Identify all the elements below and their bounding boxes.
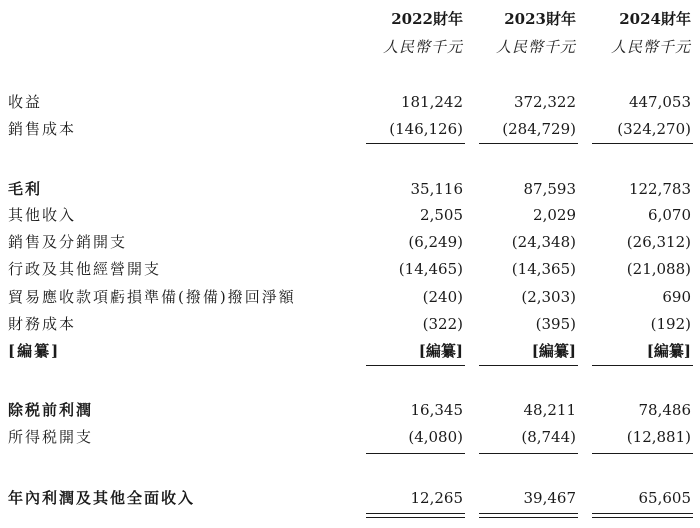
value-2024: 122,783 xyxy=(628,180,691,198)
value-2024: 78,486 xyxy=(638,401,691,419)
total-double-rule xyxy=(366,517,465,518)
row-label: 貿易應收款項虧損準備(撥備)撥回淨額 xyxy=(8,288,296,306)
value-2024: (324,270) xyxy=(617,120,691,138)
value-2023: (284,729) xyxy=(502,120,576,138)
value-2022: 16,345 xyxy=(410,401,463,419)
table-row-impairment xyxy=(0,285,700,309)
value-2024: 65,605 xyxy=(638,489,691,507)
value-2022: (240) xyxy=(422,288,463,306)
subtotal-rule xyxy=(592,453,693,454)
col-unit-2024: 人民幣千元 xyxy=(610,38,691,56)
subtotal-rule xyxy=(366,365,465,366)
value-2024: 447,053 xyxy=(628,93,691,111)
value-2022: [編纂] xyxy=(418,342,463,360)
value-2024: (12,881) xyxy=(626,428,691,446)
row-label: 毛利 xyxy=(8,180,43,198)
table-row-finance-costs xyxy=(0,312,700,336)
table-row-gross-profit xyxy=(0,177,700,201)
value-2023: [編纂] xyxy=(531,342,576,360)
value-2022: (14,465) xyxy=(398,260,463,278)
value-2022: 12,265 xyxy=(410,489,463,507)
value-2024: [編纂] xyxy=(646,342,691,360)
value-2023: (2,303) xyxy=(521,288,576,306)
col-header-2022: 2022財年 xyxy=(391,10,463,28)
total-double-rule xyxy=(479,517,578,518)
row-label: [編纂] xyxy=(8,342,61,360)
col-unit-2023: 人民幣千元 xyxy=(495,38,576,56)
row-label: 收益 xyxy=(8,93,43,111)
value-2023: 39,467 xyxy=(523,489,576,507)
value-2022: (322) xyxy=(422,315,463,333)
total-double-rule xyxy=(479,513,578,514)
col-header-2023: 2023財年 xyxy=(504,10,576,28)
col-unit-2022: 人民幣千元 xyxy=(382,38,463,56)
value-2024: 6,070 xyxy=(648,206,691,224)
row-label: 銷售及分銷開支 xyxy=(8,233,128,251)
value-2022: (4,080) xyxy=(408,428,463,446)
table-row-admin-expenses xyxy=(0,257,700,281)
value-2022: 2,505 xyxy=(420,206,463,224)
table-row-profit-before-tax xyxy=(0,398,700,422)
value-2023: (395) xyxy=(535,315,576,333)
row-label: 其他收入 xyxy=(8,206,77,224)
table-row-income-tax xyxy=(0,425,700,449)
value-2022: (146,126) xyxy=(389,120,463,138)
table-row-redacted xyxy=(0,339,700,363)
subtotal-rule xyxy=(479,365,578,366)
value-2024: (21,088) xyxy=(626,260,691,278)
row-label: 銷售成本 xyxy=(8,120,77,138)
row-label: 所得税開支 xyxy=(8,428,94,446)
row-label: 除税前利潤 xyxy=(8,401,94,419)
subtotal-rule xyxy=(592,143,693,144)
value-2023: 87,593 xyxy=(523,180,576,198)
value-2023: (14,365) xyxy=(511,260,576,278)
table-row-revenue xyxy=(0,90,700,114)
row-label: 行政及其他經營開支 xyxy=(8,260,162,278)
value-2022: 181,242 xyxy=(400,93,463,111)
value-2022: (6,249) xyxy=(408,233,463,251)
subtotal-rule xyxy=(479,453,578,454)
subtotal-rule xyxy=(366,453,465,454)
total-double-rule xyxy=(366,513,465,514)
value-2023: (8,744) xyxy=(521,428,576,446)
table-row-cost-of-sales xyxy=(0,117,700,141)
value-2023: (24,348) xyxy=(511,233,576,251)
value-2023: 2,029 xyxy=(533,206,576,224)
subtotal-rule xyxy=(479,143,578,144)
value-2023: 372,322 xyxy=(513,93,576,111)
value-2024: 690 xyxy=(662,288,691,306)
subtotal-rule xyxy=(592,365,693,366)
table-row-total-comprehensive-income xyxy=(0,486,700,510)
table-row-other-income xyxy=(0,203,700,227)
value-2024: (26,312) xyxy=(626,233,691,251)
row-label: 年內利潤及其他全面收入 xyxy=(8,489,196,507)
table-row-selling-expenses xyxy=(0,230,700,254)
row-label: 財務成本 xyxy=(8,315,77,333)
value-2022: 35,116 xyxy=(410,180,463,198)
total-double-rule xyxy=(592,513,693,514)
subtotal-rule xyxy=(366,143,465,144)
value-2024: (192) xyxy=(650,315,691,333)
value-2023: 48,211 xyxy=(523,401,576,419)
total-double-rule xyxy=(592,517,693,518)
col-header-2024: 2024財年 xyxy=(619,10,691,28)
